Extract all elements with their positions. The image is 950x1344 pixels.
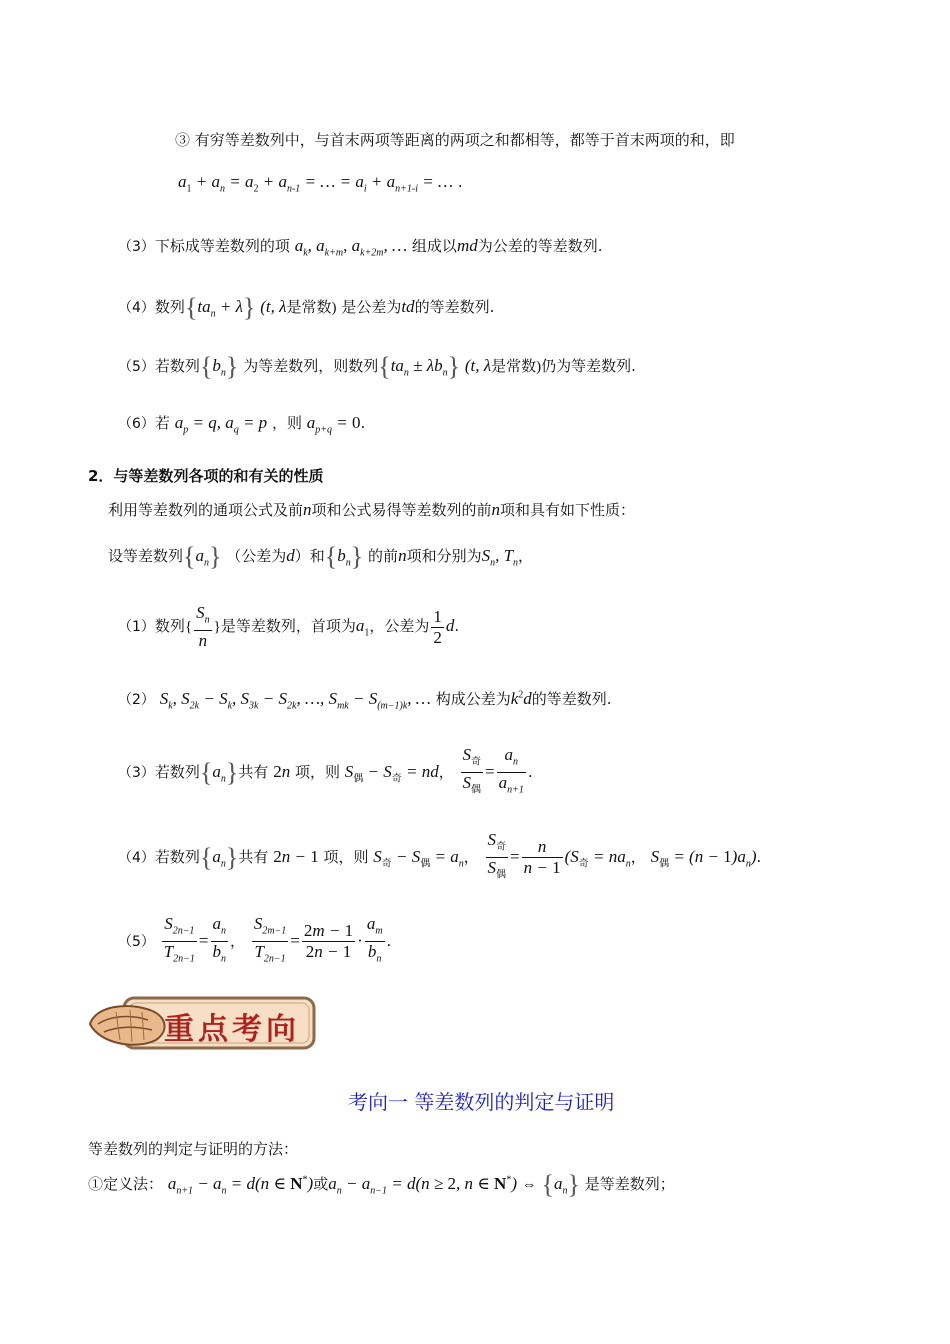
item-6-mid: ，则 bbox=[271, 414, 302, 432]
p5-label: （5） bbox=[118, 933, 155, 950]
para-3-text: 有穷等差数列中，与首末两项等距离的两项之和都相等，都等于首末两项的和，即 bbox=[194, 131, 735, 149]
item-5-mid: 为等差数列，则数列 bbox=[243, 357, 379, 375]
intro-b: 项和公式易得等差数列的前 bbox=[311, 501, 492, 519]
formula-symmetric-sum: $a_1 + a_n = a_2 + a_{n-1}$ = … = $a_i + a_{n+1-i}$ = … . bbox=[178, 172, 463, 195]
intro-n1: n bbox=[303, 500, 312, 519]
p5-sep: ， bbox=[230, 931, 246, 950]
item-3-pre: 下标成等差数列的项 bbox=[154, 237, 290, 255]
def-text: 定义法： bbox=[103, 1175, 164, 1193]
item-5-paren: 是常数 bbox=[491, 357, 537, 375]
definition-method: ①定义法： $a_{n+1} - a_n = d(n$ ∈ N*)或$a_n - a_{n-1} = d(n \ge 2$, n ∈ N*) ⇔ $\{a_n\}$ 是等差数列； bbox=[88, 1170, 675, 1199]
setup-e: 的前 bbox=[368, 547, 399, 565]
p2-label: （2） bbox=[118, 692, 155, 708]
item-3-mid: 组成以 bbox=[411, 237, 457, 255]
p1-pre: 数列 bbox=[154, 617, 185, 636]
p4-sep: ， bbox=[463, 847, 479, 866]
p2-mid: 构成公差为 bbox=[435, 690, 511, 708]
intro-n2: n bbox=[491, 500, 501, 519]
section-2-heading: 2．与等差数列各项的和有关的性质 bbox=[88, 467, 324, 485]
p4-label: （4） bbox=[118, 849, 155, 866]
setup-d: d bbox=[286, 546, 295, 565]
p3-pre: 若数列 bbox=[154, 762, 200, 781]
def-label: ① bbox=[88, 1175, 104, 1193]
item-3: （3）下标成等差数列的项 $a_k$, $a_{k+m}$, $a_{k+2m}$, … 组成以md为公差的等差数列. bbox=[118, 236, 603, 259]
item-4-td: td bbox=[401, 297, 415, 316]
p1-mid: 是等差数列，首项为 bbox=[220, 617, 356, 636]
item-5-post: 仍为等差数列. bbox=[541, 357, 636, 375]
p4-sep2: ， bbox=[630, 847, 646, 866]
p3-ou: 偶 bbox=[353, 773, 364, 785]
section-2-setup: 设等差数列$\{a_n\}$ （公差为d）和$\{b_n\}$ 的前n项和分别为$S_n$, $T_n$， bbox=[108, 542, 534, 571]
setup-c: ）和 bbox=[294, 547, 325, 565]
def-or: 或 bbox=[313, 1175, 329, 1193]
item-6-pre: 若 bbox=[154, 414, 170, 432]
item-4-post: 的等差数列. bbox=[414, 298, 495, 316]
item-6: （6）若 $a_p = q$, $a_q = p$ ，则 $a_{p+q} = 0$. bbox=[118, 413, 366, 436]
p2-post: 的等差数列. bbox=[531, 690, 612, 708]
item-3-md: md bbox=[456, 236, 478, 255]
item-4-paren: 是常数 bbox=[286, 298, 332, 316]
p1-mid2: ，公差为 bbox=[369, 617, 430, 636]
property-1: （1）数列{ $\frac{S_n}{n}$ }是等差数列，首项为$a_1$，公差为 $\frac{1}{2}$ d. bbox=[118, 603, 460, 651]
item-4-pre: 数列 bbox=[154, 298, 185, 316]
intro-c: 项和具有如下性质： bbox=[500, 501, 636, 519]
item-6-label: （6） bbox=[118, 416, 155, 432]
item-4: （4）数列$\{ta_n + \lambda\}$ (t, λ是常数) 是公差为td的等差数列. bbox=[118, 293, 495, 322]
p1-label: （1） bbox=[118, 619, 155, 636]
p3-mid2: 项，则 bbox=[294, 762, 340, 781]
item-4-mid: 是公差为 bbox=[341, 298, 402, 316]
property-2: （2） $S_k$, $S_{2k} - S_k$, $S_{3k} - S_{2k}$, …, $S_{mk} - S_{(m-1)k}$, … 构成公差为$k^2d$的等差数列. bbox=[118, 689, 612, 712]
setup-f: 项和分别为 bbox=[406, 547, 482, 565]
item-3-label: （3） bbox=[118, 239, 155, 255]
p4-pre: 若数列 bbox=[154, 847, 200, 866]
p3-mid: 共有 bbox=[238, 762, 269, 781]
item-5-pre: 若数列 bbox=[154, 357, 200, 375]
section-2-intro bbox=[108, 499, 635, 520]
key-focus-banner bbox=[86, 990, 318, 1054]
p4-mid: 共有 bbox=[238, 847, 269, 866]
setup-a: 设等差数列 bbox=[108, 547, 184, 565]
p3-label: （3） bbox=[118, 764, 155, 781]
para-3-label: ③ bbox=[175, 131, 191, 149]
item-6-post: . bbox=[360, 414, 366, 432]
para-3 bbox=[175, 129, 735, 150]
p3-post: . bbox=[527, 762, 533, 781]
kaoxiang-intro: 等差数列的判定与证明的方法： bbox=[88, 1140, 299, 1158]
setup-b: （公差为 bbox=[226, 547, 287, 565]
property-4: （4）若数列$\{a_n\}$共有 2n − 1 项，则 $S_奇 - S_偶 = a_n$， $\frac{S_奇}{S_偶}$ = $\frac{n}{n - 1}$ ($S_奇 = na_n$， $S_偶 = (n - 1)a_n$). bbox=[118, 830, 762, 881]
item-4-label: （4） bbox=[118, 300, 155, 316]
shell-icon bbox=[90, 1006, 165, 1045]
item-5-label: （5） bbox=[118, 359, 155, 375]
setup-g: ， bbox=[518, 547, 534, 565]
p1-post: . bbox=[454, 617, 460, 636]
property-5: （5） $\frac{S_{2n-1}}{T_{2n-1}}$ = $\frac{a_n}{b_n}$ ， $\frac{S_{2m-1}}{T_{2n-1}}$ = $\frac{2m - 1}{2n - 1}$ · $\frac{a_m}{b_n}$ . bbox=[118, 914, 392, 965]
p4-mid2: 项，则 bbox=[323, 847, 369, 866]
p3-sep: ， bbox=[438, 762, 454, 781]
property-3: （3）若数列$\{a_n\}$共有 2n 项，则 $S_偶 - S_奇$ = nd， $\frac{S_奇}{S_偶}$ = $\frac{a_n}{a_{n+1}}$ . bbox=[118, 745, 533, 796]
banner-title: 重点考向 bbox=[164, 1012, 300, 1047]
p3-ji: 奇 bbox=[391, 773, 402, 785]
item-3-post: 为公差的等差数列. bbox=[477, 237, 603, 255]
p4-post: . bbox=[756, 847, 762, 866]
kaoxiang-title: 考向一 等差数列的判定与证明 bbox=[348, 1090, 615, 1114]
setup-n: n bbox=[398, 546, 407, 565]
p5-post: . bbox=[386, 931, 392, 950]
def-post: 是等差数列； bbox=[584, 1175, 675, 1193]
item-5: （5）若数列$\{b_n\}$ 为等差数列，则数列$\{ta_n \pm \lambda b_n\}$ (t, λ是常数)仍为等差数列. bbox=[118, 352, 636, 381]
intro-a: 利用等差数列的通项公式及前 bbox=[108, 501, 304, 519]
formula-tail: . bbox=[457, 173, 463, 191]
